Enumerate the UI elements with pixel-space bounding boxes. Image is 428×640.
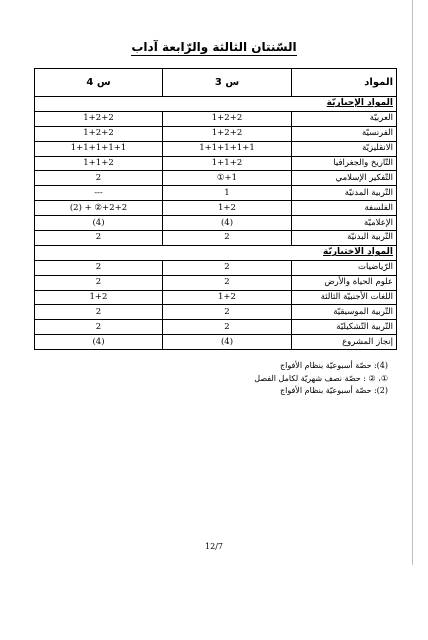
subject-cell: الانقليزيّة bbox=[292, 141, 397, 156]
year4-cell: 2 bbox=[35, 171, 163, 186]
year3-cell: 1+2 bbox=[163, 290, 292, 305]
year3-cell: 1+2+2 bbox=[163, 126, 292, 141]
table-row bbox=[35, 111, 397, 126]
year3-cell: 1+2+2 bbox=[163, 111, 292, 126]
table-row bbox=[35, 216, 397, 231]
subject-cell: التّربية المدنيّة bbox=[292, 186, 397, 201]
subject-cell: التّاريخ والجغرافيا bbox=[292, 156, 397, 171]
page-number: 12/7 bbox=[205, 542, 223, 551]
mandatory-heading: المواد الإجباريّة bbox=[35, 97, 397, 112]
subject-cell: الرّياضيات bbox=[292, 260, 397, 275]
year3-cell: (4) bbox=[163, 216, 292, 231]
subject-cell: الفلسفة bbox=[292, 201, 397, 216]
page-edge-line bbox=[412, 0, 413, 565]
table-row bbox=[35, 260, 397, 275]
subject-cell: التّربية الموسيقيّة bbox=[292, 305, 397, 320]
page-title bbox=[0, 40, 428, 54]
year4-cell: 2 bbox=[35, 260, 163, 275]
subject-cell: التّربية التّشكيليّة bbox=[292, 320, 397, 335]
year4-cell: 2 bbox=[35, 231, 163, 246]
header-year4: س 4 bbox=[35, 69, 163, 97]
page-title-text: السّنتان الثالثة والرّابعة آداب bbox=[131, 40, 297, 54]
subject-cell: علوم الحياة والأرض bbox=[292, 275, 397, 290]
year4-cell: 2 bbox=[35, 305, 163, 320]
subject-cell: إنجاز المشروع bbox=[292, 335, 397, 350]
year4-cell: 1+2+2 bbox=[35, 111, 163, 126]
year3-cell: 1+2 bbox=[163, 201, 292, 216]
year4-cell: 2+2+② + (2) bbox=[35, 201, 163, 216]
year4-cell: (4) bbox=[35, 216, 163, 231]
table-row bbox=[35, 156, 397, 171]
subject-cell: التّربية البدنيّة bbox=[292, 231, 397, 246]
table-row bbox=[35, 186, 397, 201]
table-row bbox=[35, 335, 397, 350]
year3-cell: 2 bbox=[163, 231, 292, 246]
year3-cell: 1+① bbox=[163, 171, 292, 186]
year3-cell: 2 bbox=[163, 275, 292, 290]
note-line: ①، ② : حصّة نصف شهريّة لكامل الفصل bbox=[254, 373, 388, 383]
year4-cell: 1+2 bbox=[35, 290, 163, 305]
table-row bbox=[35, 290, 397, 305]
table-row bbox=[35, 201, 397, 216]
table-row bbox=[35, 171, 397, 186]
table-row bbox=[35, 231, 397, 246]
year4-cell: --- bbox=[35, 186, 163, 201]
year3-cell: 1+1+1+1+1 bbox=[163, 141, 292, 156]
mandatory-section-row bbox=[35, 97, 397, 112]
table-row bbox=[35, 275, 397, 290]
year3-cell: 2 bbox=[163, 320, 292, 335]
note-line: (4): حصّة أسبوعيّة بنظام الأفواج bbox=[279, 361, 388, 370]
table-row bbox=[35, 305, 397, 320]
subject-cell: التّفكير الإسلامي bbox=[292, 171, 397, 186]
year4-cell: 2 bbox=[35, 275, 163, 290]
year4-cell: 1+1+2 bbox=[35, 156, 163, 171]
notes-block bbox=[88, 360, 388, 398]
year4-cell: 2 bbox=[35, 320, 163, 335]
subject-cell: العربيّة bbox=[292, 111, 397, 126]
year3-cell: 2 bbox=[163, 260, 292, 275]
subject-cell: الإعلاميّة bbox=[292, 216, 397, 231]
year3-cell: 2 bbox=[163, 305, 292, 320]
table-row bbox=[35, 320, 397, 335]
year4-cell: (4) bbox=[35, 335, 163, 350]
header-year3: س 3 bbox=[163, 69, 292, 97]
subject-cell: الفرنسيّة bbox=[292, 126, 397, 141]
year3-cell: 1+1+2 bbox=[163, 156, 292, 171]
note-line: (2): حصّة أسبوعيّة بنظام الأفواج bbox=[279, 386, 388, 395]
year3-cell: 1 bbox=[163, 186, 292, 201]
table-row bbox=[35, 126, 397, 141]
year4-cell: 1+2+2 bbox=[35, 126, 163, 141]
optional-section-row bbox=[35, 245, 397, 260]
subject-cell: اللغات الأجنبيّة الثالثة bbox=[292, 290, 397, 305]
table-header-row bbox=[35, 69, 397, 97]
table-row bbox=[35, 141, 397, 156]
optional-heading: المواد الاختياريّة bbox=[35, 245, 397, 260]
timetable bbox=[34, 68, 397, 350]
year4-cell: 1+1+1+1+1 bbox=[35, 141, 163, 156]
year3-cell: (4) bbox=[163, 335, 292, 350]
header-subject: المواد bbox=[292, 69, 397, 97]
